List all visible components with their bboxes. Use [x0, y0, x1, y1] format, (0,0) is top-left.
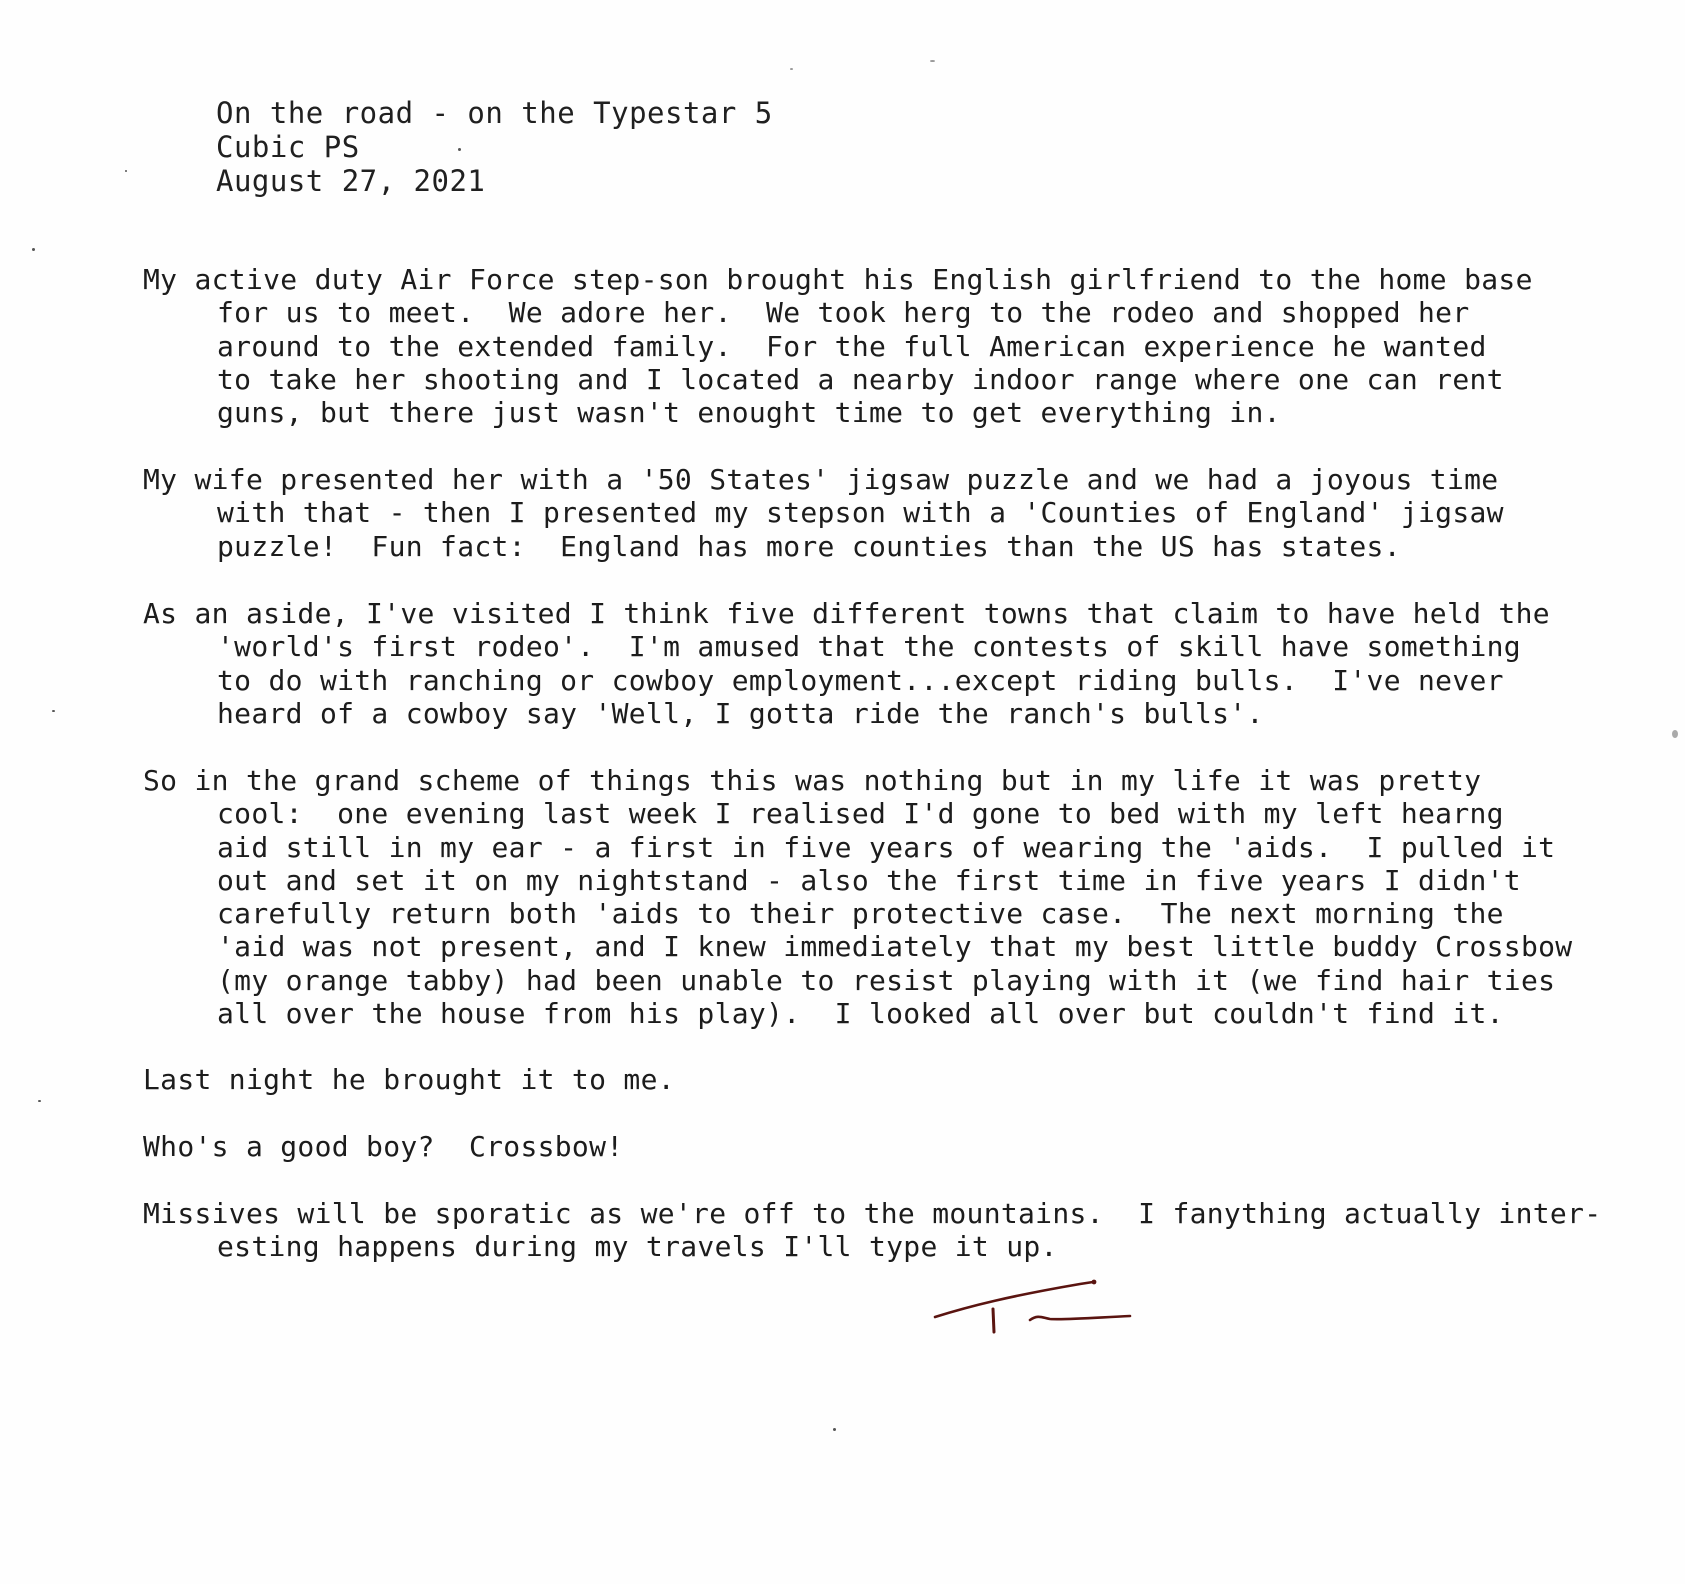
text-line: Who's a good boy? Crossbow!: [143, 1130, 624, 1163]
text-line: esting happens during my travels I'll type it up.: [217, 1230, 1058, 1264]
text-line: aid still in my ear - a first in five years of wearing the 'aids. I pulled it: [217, 830, 1556, 864]
handwritten-signature: [930, 1262, 1140, 1342]
paragraph-visit: [143, 263, 1533, 429]
header-date: August 27, 2021: [216, 164, 486, 198]
signature-stroke: [993, 1309, 994, 1332]
text-line: cool: one evening last week I realised I'd gone to bed with my left hearng: [217, 797, 1504, 831]
text-line: Last night he brought it to me.: [143, 1063, 675, 1096]
text-line: (my orange tabby) had been unable to resist playing with it (we find hair ties: [217, 963, 1556, 997]
text-line: heard of a cowboy say 'Well, I gotta ride the ranch's bulls'.: [217, 696, 1264, 730]
text-line: puzzle! Fun fact: England has more counties than the US has states.: [217, 529, 1401, 563]
paragraph-closing: [143, 1197, 1601, 1264]
paper-speck: [833, 1428, 836, 1431]
text-line: 'world's first rodeo'. I'm amused that the contests of skill have something: [217, 630, 1521, 664]
text-line: around to the extended family. For the full American experience he wanted: [217, 329, 1487, 363]
text-line: guns, but there just wasn't enought time to get everything in.: [217, 396, 1281, 430]
paper-speck: [790, 68, 793, 70]
text-line: carefully return both 'aids to their protective case. The next morning the: [217, 897, 1504, 931]
text-line: So in the grand scheme of things this was nothing but in my life it was pretty: [143, 764, 1482, 797]
paragraph-puzzles: [143, 463, 1504, 563]
paper-speck: [52, 710, 55, 712]
header-sender: Cubic PS: [216, 130, 360, 164]
signature-stroke: [935, 1282, 1093, 1317]
signature-stroke: [1030, 1316, 1130, 1320]
paragraph-hearing-aid: [143, 764, 1572, 1030]
paper-speck: [38, 1100, 41, 1102]
paragraph-rodeo: [143, 597, 1550, 730]
text-line: My active duty Air Force step-son brought his English girlfriend to the home base: [143, 263, 1533, 296]
text-line: to do with ranching or cowboy employment...except riding bulls. I've never: [217, 663, 1504, 697]
text-line: Missives will be sporatic as we're off to the mountains. I fanything actually inter-: [143, 1197, 1602, 1230]
text-line: 'aid was not present, and I knew immediately that my best little buddy Crossbow: [217, 930, 1573, 964]
paper-speck: [32, 248, 35, 251]
letter-header: [216, 96, 773, 198]
text-line: out and set it on my nightstand - also the first time in five years I didn't: [217, 863, 1521, 897]
text-line: all over the house from his play). I looked all over but couldn't find it.: [217, 997, 1504, 1031]
header-location: On the road - on the Typestar 5: [216, 96, 773, 130]
paragraph-brought-back: [143, 1063, 675, 1096]
paragraph-good-boy: [143, 1130, 623, 1163]
paper-speck: [125, 170, 127, 172]
text-line: My wife presented her with a '50 States' jigsaw puzzle and we had a joyous time: [143, 463, 1499, 496]
text-line: As an aside, I've visited I think five different towns that claim to have held the: [143, 597, 1550, 630]
paper-speck: [458, 148, 461, 151]
paper-speck: [1672, 730, 1678, 738]
text-line: for us to meet. We adore her. We took herg to the rodeo and shopped her: [217, 296, 1470, 330]
paper-speck: [930, 60, 935, 62]
text-line: to take her shooting and I located a nearby indoor range where one can rent: [217, 362, 1504, 396]
text-line: with that - then I presented my stepson with a 'Counties of England' jigsaw: [217, 496, 1504, 530]
signature-dot: [1092, 1280, 1097, 1285]
